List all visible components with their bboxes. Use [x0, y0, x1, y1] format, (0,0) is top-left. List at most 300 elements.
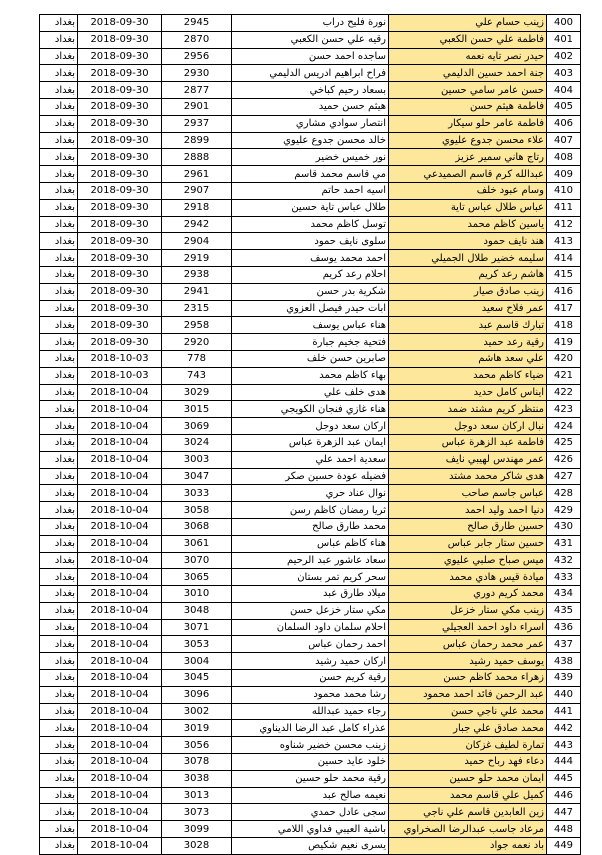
row-number-cell: 414	[547, 250, 581, 267]
table-row	[40, 518, 581, 535]
table-row	[40, 485, 581, 502]
city-cell: بغداد	[40, 602, 78, 619]
city-cell: بغداد	[40, 250, 78, 267]
table-row	[40, 686, 581, 703]
code-cell: 2919	[162, 250, 232, 267]
row-number-cell: 433	[547, 569, 581, 586]
row-number-cell: 425	[547, 434, 581, 451]
row-number-cell: 430	[547, 518, 581, 535]
guardian-name-cell: زينب محسن خضير شناوه	[232, 737, 389, 754]
code-cell: 3048	[162, 602, 232, 619]
guardian-name-cell: احلام سلمان داود السلمان	[232, 619, 389, 636]
row-number-cell: 406	[547, 115, 581, 132]
row-number-cell: 432	[547, 552, 581, 569]
code-cell: 2958	[162, 317, 232, 334]
guardian-name-cell: هيثم حسن حميد	[232, 98, 389, 115]
table-row	[40, 636, 581, 653]
code-cell: 2930	[162, 65, 232, 82]
date-cell: 2018-10-04	[78, 619, 162, 636]
city-cell: بغداد	[40, 653, 78, 670]
guardian-name-cell: يسرى نعيم شكيص	[232, 838, 389, 855]
code-cell: 2937	[162, 115, 232, 132]
row-number-cell: 413	[547, 233, 581, 250]
code-cell: 3013	[162, 787, 232, 804]
row-number-cell: 411	[547, 199, 581, 216]
row-number-cell: 418	[547, 317, 581, 334]
guardian-name-cell: سعدية احمد علي	[232, 451, 389, 468]
row-number-cell: 401	[547, 31, 581, 48]
code-cell: 743	[162, 367, 232, 384]
row-number-cell: 440	[547, 686, 581, 703]
city-cell: بغداد	[40, 266, 78, 283]
code-cell: 3015	[162, 401, 232, 418]
name-cell: فاطمة عامر حلو سيكار	[389, 115, 547, 132]
guardian-name-cell: انتصار سوادي مشاري	[232, 115, 389, 132]
city-cell: بغداد	[40, 770, 78, 787]
row-number-cell: 415	[547, 266, 581, 283]
name-cell: باد نعمه جواد	[389, 838, 547, 855]
row-number-cell: 438	[547, 653, 581, 670]
date-cell: 2018-10-04	[78, 602, 162, 619]
table-row	[40, 317, 581, 334]
code-cell: 3073	[162, 804, 232, 821]
guardian-name-cell: نوال عناد حري	[232, 485, 389, 502]
table-row	[40, 199, 581, 216]
row-number-cell: 423	[547, 401, 581, 418]
city-cell: بغداد	[40, 804, 78, 821]
date-cell: 2018-10-04	[78, 720, 162, 737]
table-row	[40, 48, 581, 65]
code-cell: 3038	[162, 770, 232, 787]
name-cell: فاطمة عبد الزهرة عباس	[389, 434, 547, 451]
row-number-cell: 427	[547, 468, 581, 485]
row-number-cell: 409	[547, 166, 581, 183]
guardian-name-cell: عذراء كامل عبد الرضا الديناوي	[232, 720, 389, 737]
table-row	[40, 300, 581, 317]
code-cell: 2956	[162, 48, 232, 65]
name-cell: محمد علي ناجي حسن	[389, 703, 547, 720]
date-cell: 2018-10-04	[78, 451, 162, 468]
table-row	[40, 115, 581, 132]
guardian-name-cell: هناء كاظم عباس	[232, 535, 389, 552]
date-cell: 2018-10-04	[78, 401, 162, 418]
table-row	[40, 754, 581, 771]
table-row	[40, 15, 581, 32]
table-row	[40, 367, 581, 384]
date-cell: 2018-09-30	[78, 250, 162, 267]
guardian-name-cell: سحر كريم تمر بستان	[232, 569, 389, 586]
guardian-name-cell: احمد محمد يوسف	[232, 250, 389, 267]
row-number-cell: 421	[547, 367, 581, 384]
city-cell: بغداد	[40, 670, 78, 687]
row-number-cell: 435	[547, 602, 581, 619]
date-cell: 2018-09-30	[78, 82, 162, 99]
date-cell: 2018-10-04	[78, 569, 162, 586]
name-cell: نبال اركان سعد دوجل	[389, 418, 547, 435]
row-number-cell: 403	[547, 65, 581, 82]
row-number-cell: 445	[547, 770, 581, 787]
row-number-cell: 407	[547, 132, 581, 149]
code-cell: 3068	[162, 518, 232, 535]
city-cell: بغداد	[40, 367, 78, 384]
table-row	[40, 31, 581, 48]
city-cell: بغداد	[40, 48, 78, 65]
guardian-name-cell: نورة فليح دراب	[232, 15, 389, 32]
row-number-cell: 436	[547, 619, 581, 636]
name-cell: ميس صباح صلبي عليوي	[389, 552, 547, 569]
guardian-name-cell: ابات حيدر فيصل العزوي	[232, 300, 389, 317]
guardian-name-cell: رقيه علي حسن الكعبي	[232, 31, 389, 48]
code-cell: 2942	[162, 216, 232, 233]
city-cell: بغداد	[40, 703, 78, 720]
row-number-cell: 422	[547, 384, 581, 401]
row-number-cell: 405	[547, 98, 581, 115]
code-cell: 3028	[162, 838, 232, 855]
date-cell: 2018-10-04	[78, 737, 162, 754]
row-number-cell: 441	[547, 703, 581, 720]
city-cell: بغداد	[40, 754, 78, 771]
name-cell: تبارك قاسم عبد	[389, 317, 547, 334]
city-cell: بغداد	[40, 199, 78, 216]
row-number-cell: 431	[547, 535, 581, 552]
code-cell: 2870	[162, 31, 232, 48]
name-cell: عباس جاسم صاحب	[389, 485, 547, 502]
name-cell: هاشم رعد كريم	[389, 266, 547, 283]
name-cell: حسين طارق صالح	[389, 518, 547, 535]
name-cell: جنة احمد حسين الدليمي	[389, 65, 547, 82]
name-cell: زين العابدين قاسم علي ناجي	[389, 804, 547, 821]
table-row	[40, 838, 581, 855]
date-cell: 2018-10-04	[78, 418, 162, 435]
guardian-name-cell: اسيه احمد حاتم	[232, 182, 389, 199]
date-cell: 2018-09-30	[78, 300, 162, 317]
guardian-name-cell: رشا محمد محمود	[232, 686, 389, 703]
city-cell: بغداد	[40, 418, 78, 435]
code-cell: 2945	[162, 15, 232, 32]
name-cell: وسام عبود خلف	[389, 182, 547, 199]
date-cell: 2018-09-30	[78, 48, 162, 65]
date-cell: 2018-10-03	[78, 367, 162, 384]
name-cell: فاطمة علي حسن الكعبي	[389, 31, 547, 48]
date-cell: 2018-09-30	[78, 182, 162, 199]
name-cell: رقية رعد حميد	[389, 334, 547, 351]
name-cell: ياسين كاظم محمد	[389, 216, 547, 233]
name-cell: ميادة قيس هادي محمد	[389, 569, 547, 586]
guardian-name-cell: محمد طارق صالح	[232, 518, 389, 535]
date-cell: 2018-09-30	[78, 233, 162, 250]
guardian-name-cell: فتحية جخيم جبارة	[232, 334, 389, 351]
code-cell: 3053	[162, 636, 232, 653]
code-cell: 3065	[162, 569, 232, 586]
row-number-cell: 417	[547, 300, 581, 317]
table-row	[40, 468, 581, 485]
date-cell: 2018-09-30	[78, 132, 162, 149]
city-cell: بغداد	[40, 518, 78, 535]
row-number-cell: 434	[547, 586, 581, 603]
guardian-name-cell: فراح ابراهيم ادريس الدليمي	[232, 65, 389, 82]
table-row	[40, 132, 581, 149]
guardian-name-cell: نور خميس خضير	[232, 149, 389, 166]
date-cell: 2018-10-04	[78, 384, 162, 401]
table-row	[40, 216, 581, 233]
row-number-cell: 426	[547, 451, 581, 468]
name-cell: عبدالله كرم قاسم الصميدعي	[389, 166, 547, 183]
records-table	[39, 14, 581, 855]
date-cell: 2018-10-04	[78, 787, 162, 804]
code-cell: 3056	[162, 737, 232, 754]
guardian-name-cell: توسل كاظم محمد	[232, 216, 389, 233]
city-cell: بغداد	[40, 300, 78, 317]
guardian-name-cell: هناء عباس يوسف	[232, 317, 389, 334]
row-number-cell: 444	[547, 754, 581, 771]
guardian-name-cell: اركان حميد رشيد	[232, 653, 389, 670]
date-cell: 2018-09-30	[78, 149, 162, 166]
date-cell: 2018-09-30	[78, 216, 162, 233]
name-cell: رتاج هاني سمير عزيز	[389, 149, 547, 166]
city-cell: بغداد	[40, 350, 78, 367]
city-cell: بغداد	[40, 787, 78, 804]
row-number-cell: 416	[547, 283, 581, 300]
name-cell: هدى شاكر محمد مشتد	[389, 468, 547, 485]
city-cell: بغداد	[40, 485, 78, 502]
date-cell: 2018-09-30	[78, 334, 162, 351]
table-row	[40, 250, 581, 267]
name-cell: محمد صادق علي جبار	[389, 720, 547, 737]
code-cell: 3010	[162, 586, 232, 603]
code-cell: 2899	[162, 132, 232, 149]
city-cell: بغداد	[40, 384, 78, 401]
row-number-cell: 408	[547, 149, 581, 166]
code-cell: 3004	[162, 653, 232, 670]
city-cell: بغداد	[40, 182, 78, 199]
guardian-name-cell: سجى عادل حمدي	[232, 804, 389, 821]
code-cell: 3045	[162, 670, 232, 687]
date-cell: 2018-09-30	[78, 317, 162, 334]
row-number-cell: 429	[547, 502, 581, 519]
date-cell: 2018-10-04	[78, 838, 162, 855]
code-cell: 2888	[162, 149, 232, 166]
row-number-cell: 448	[547, 821, 581, 838]
date-cell: 2018-10-04	[78, 586, 162, 603]
table-row	[40, 804, 581, 821]
name-cell: علي سعد هاشم	[389, 350, 547, 367]
city-cell: بغداد	[40, 468, 78, 485]
city-cell: بغداد	[40, 115, 78, 132]
row-number-cell: 424	[547, 418, 581, 435]
table-row	[40, 65, 581, 82]
row-number-cell: 400	[547, 15, 581, 32]
date-cell: 2018-10-04	[78, 821, 162, 838]
row-number-cell: 437	[547, 636, 581, 653]
guardian-name-cell: ساجده احمد حسن	[232, 48, 389, 65]
row-number-cell: 443	[547, 737, 581, 754]
row-number-cell: 412	[547, 216, 581, 233]
name-cell: زينب مكي ستار خزعل	[389, 602, 547, 619]
name-cell: ضياء كاظم محمد	[389, 367, 547, 384]
guardian-name-cell: بسعاد رحيم كباخي	[232, 82, 389, 99]
code-cell: 3029	[162, 384, 232, 401]
table-row	[40, 535, 581, 552]
name-cell: دنيا احمد وليد احمد	[389, 502, 547, 519]
table-row	[40, 98, 581, 115]
name-cell: زينب حسام علي	[389, 15, 547, 32]
row-number-cell: 447	[547, 804, 581, 821]
name-cell: حسين ستار جابر عباس	[389, 535, 547, 552]
row-number-cell: 410	[547, 182, 581, 199]
table-row	[40, 552, 581, 569]
date-cell: 2018-09-30	[78, 283, 162, 300]
table-row	[40, 670, 581, 687]
name-cell: علاء محسن جدوع عليوي	[389, 132, 547, 149]
code-cell: 3078	[162, 754, 232, 771]
table-row	[40, 502, 581, 519]
city-cell: بغداد	[40, 619, 78, 636]
code-cell: 778	[162, 350, 232, 367]
guardian-name-cell: رقية كريم حسن	[232, 670, 389, 687]
city-cell: بغداد	[40, 283, 78, 300]
city-cell: بغداد	[40, 636, 78, 653]
code-cell: 2941	[162, 283, 232, 300]
name-cell: زهراء محمد كاظم حسن	[389, 670, 547, 687]
records-table-body	[40, 15, 581, 855]
date-cell: 2018-10-04	[78, 636, 162, 653]
date-cell: 2018-10-04	[78, 485, 162, 502]
date-cell: 2018-10-04	[78, 552, 162, 569]
guardian-name-cell: ميلاد طارق عبد	[232, 586, 389, 603]
name-cell: ايمان محمد حلو حسين	[389, 770, 547, 787]
code-cell: 2961	[162, 166, 232, 183]
table-row	[40, 166, 581, 183]
code-cell: 2315	[162, 300, 232, 317]
date-cell: 2018-10-04	[78, 703, 162, 720]
city-cell: بغداد	[40, 98, 78, 115]
name-cell: ايناس كامل حديد	[389, 384, 547, 401]
city-cell: بغداد	[40, 502, 78, 519]
guardian-name-cell: سعاد عاشور عبد الرحيم	[232, 552, 389, 569]
city-cell: بغداد	[40, 31, 78, 48]
name-cell: عباس طلال عباس تاية	[389, 199, 547, 216]
code-cell: 3033	[162, 485, 232, 502]
row-number-cell: 428	[547, 485, 581, 502]
city-cell: بغداد	[40, 838, 78, 855]
city-cell: بغداد	[40, 451, 78, 468]
city-cell: بغداد	[40, 334, 78, 351]
table-row	[40, 602, 581, 619]
table-row	[40, 384, 581, 401]
code-cell: 2907	[162, 182, 232, 199]
table-row	[40, 149, 581, 166]
row-number-cell: 446	[547, 787, 581, 804]
name-cell: عمر فلاح سعيد	[389, 300, 547, 317]
code-cell: 2918	[162, 199, 232, 216]
code-cell: 3099	[162, 821, 232, 838]
guardian-name-cell: احمد رحمان عباس	[232, 636, 389, 653]
city-cell: بغداد	[40, 569, 78, 586]
date-cell: 2018-09-30	[78, 115, 162, 132]
name-cell: سليمه خضير طلال الجميلي	[389, 250, 547, 267]
date-cell: 2018-10-04	[78, 468, 162, 485]
date-cell: 2018-09-30	[78, 65, 162, 82]
name-cell: حسن عامر سامي حسين	[389, 82, 547, 99]
date-cell: 2018-10-04	[78, 804, 162, 821]
row-number-cell: 420	[547, 350, 581, 367]
table-row	[40, 451, 581, 468]
city-cell: بغداد	[40, 737, 78, 754]
guardian-name-cell: هدى خلف علي	[232, 384, 389, 401]
code-cell: 3096	[162, 686, 232, 703]
table-row	[40, 266, 581, 283]
guardian-name-cell: ايمان عبد الزهرة عباس	[232, 434, 389, 451]
date-cell: 2018-09-30	[78, 166, 162, 183]
city-cell: بغداد	[40, 233, 78, 250]
table-row	[40, 770, 581, 787]
city-cell: بغداد	[40, 552, 78, 569]
row-number-cell: 402	[547, 48, 581, 65]
name-cell: يوسف حميد رشيد	[389, 653, 547, 670]
city-cell: بغداد	[40, 82, 78, 99]
code-cell: 2904	[162, 233, 232, 250]
guardian-name-cell: خالد محسن جدوع عليوي	[232, 132, 389, 149]
date-cell: 2018-10-04	[78, 518, 162, 535]
table-row	[40, 787, 581, 804]
guardian-name-cell: رجاء حميد عبدالله	[232, 703, 389, 720]
date-cell: 2018-09-30	[78, 15, 162, 32]
code-cell: 3069	[162, 418, 232, 435]
code-cell: 3003	[162, 451, 232, 468]
code-cell: 3002	[162, 703, 232, 720]
table-row	[40, 569, 581, 586]
row-number-cell: 404	[547, 82, 581, 99]
name-cell: اسراء داود احمد العجيلي	[389, 619, 547, 636]
code-cell: 3071	[162, 619, 232, 636]
city-cell: بغداد	[40, 216, 78, 233]
date-cell: 2018-09-30	[78, 266, 162, 283]
table-row	[40, 737, 581, 754]
guardian-name-cell: هناء غازي فنجان الكويجي	[232, 401, 389, 418]
guardian-name-cell: خلود عايد حسين	[232, 754, 389, 771]
table-row	[40, 821, 581, 838]
code-cell: 3058	[162, 502, 232, 519]
city-cell: بغداد	[40, 434, 78, 451]
date-cell: 2018-09-30	[78, 98, 162, 115]
guardian-name-cell: فضيله عودة حسين صكر	[232, 468, 389, 485]
code-cell: 2877	[162, 82, 232, 99]
name-cell: تمارة لطيف غزكان	[389, 737, 547, 754]
date-cell: 2018-10-04	[78, 653, 162, 670]
date-cell: 2018-10-04	[78, 535, 162, 552]
table-row	[40, 703, 581, 720]
guardian-name-cell: بهاء كاظم محمد	[232, 367, 389, 384]
city-cell: بغداد	[40, 166, 78, 183]
city-cell: بغداد	[40, 401, 78, 418]
city-cell: بغداد	[40, 15, 78, 32]
table-row	[40, 401, 581, 418]
table-row	[40, 653, 581, 670]
table-row	[40, 434, 581, 451]
city-cell: بغداد	[40, 686, 78, 703]
table-row	[40, 350, 581, 367]
guardian-name-cell: نعيمه صالح عبد	[232, 787, 389, 804]
name-cell: عبد الرحمن فائد احمد محمود	[389, 686, 547, 703]
date-cell: 2018-10-04	[78, 670, 162, 687]
guardian-name-cell: اركان سعد دوجل	[232, 418, 389, 435]
city-cell: بغداد	[40, 720, 78, 737]
date-cell: 2018-10-04	[78, 434, 162, 451]
table-row	[40, 619, 581, 636]
name-cell: محمد كريم دوري	[389, 586, 547, 603]
guardian-name-cell: طلال عباس تاية حسين	[232, 199, 389, 216]
name-cell: زينب صادق صيار	[389, 283, 547, 300]
